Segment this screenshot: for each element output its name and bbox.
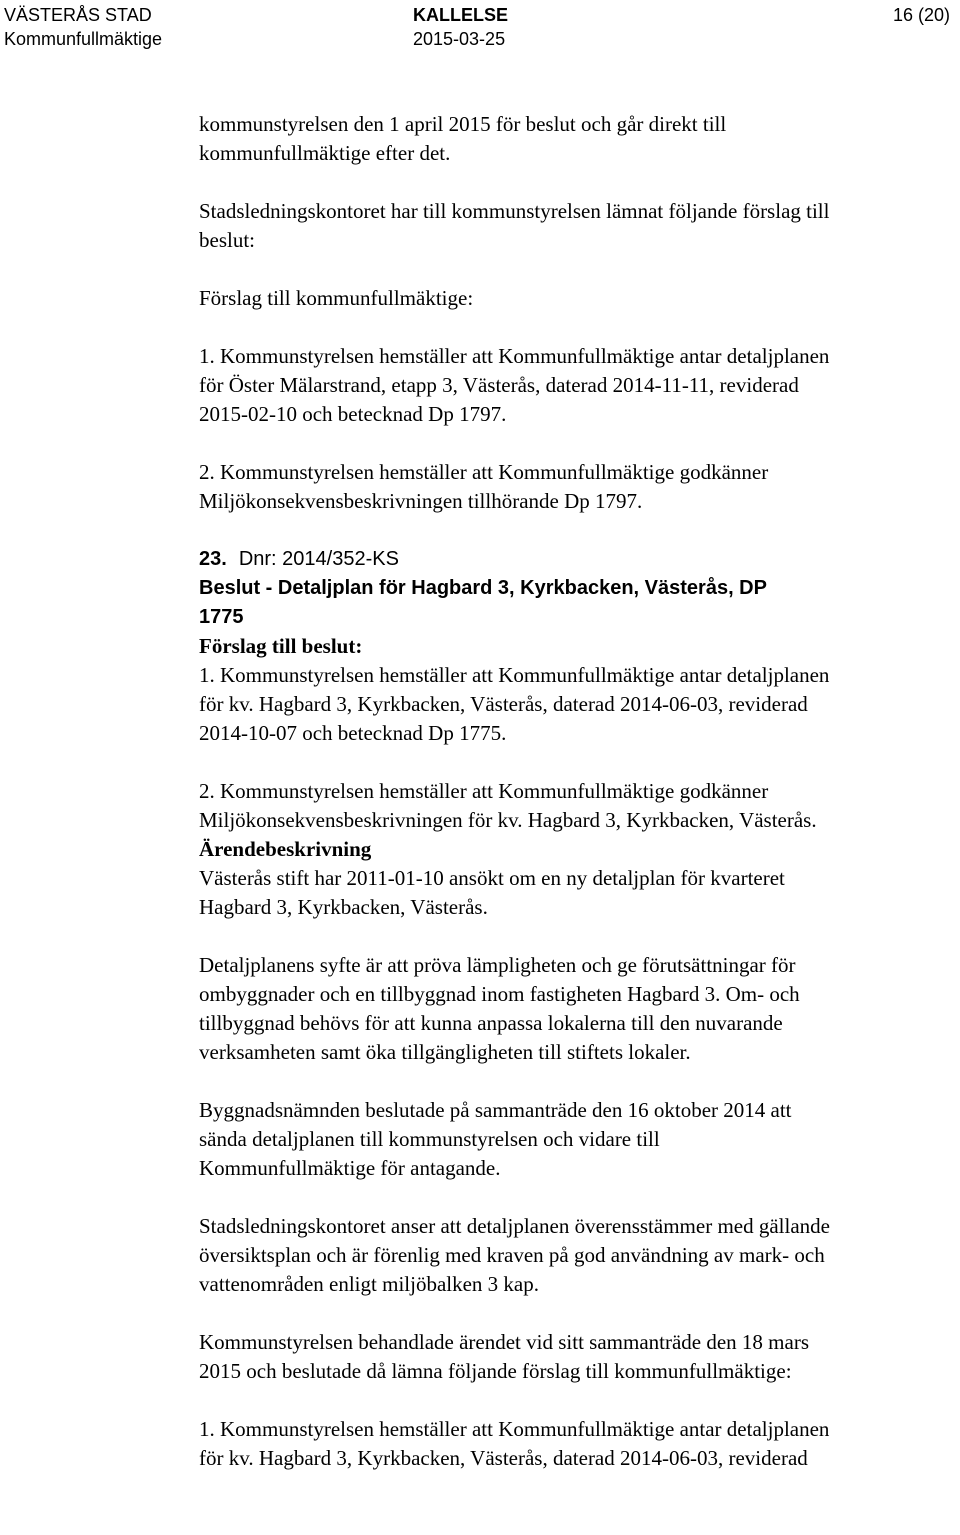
text-line: sända detaljplanen till kommunstyrelsen och vidare till (199, 1127, 660, 1151)
proposal-item-1 (199, 342, 954, 429)
org-name: VÄSTERÅS STAD (4, 5, 152, 25)
decision-item-1 (199, 661, 954, 748)
page-header (0, 0, 960, 50)
section-number: 23. (199, 548, 227, 570)
section-dnr: Dnr: 2014/352-KS (238, 548, 399, 570)
description-paragraph (199, 1328, 954, 1386)
text-line: Miljökonsekvensbeskrivningen för kv. Hagbard 3, Kyrkbacken, Västerås. (199, 808, 817, 832)
document-date: 2015-03-25 (413, 29, 506, 49)
text-line: 2015 och beslutade då lämna följande förslag till kommunfullmäktige: (199, 1359, 792, 1383)
text-line: Stadsledningskontoret anser att detaljplanen överensstämmer med gällande (199, 1214, 830, 1238)
section-title (199, 574, 954, 632)
department-name: Kommunfullmäktige (4, 29, 163, 49)
text-line: 2. Kommunstyrelsen hemställer att Kommunfullmäktige godkänner (199, 460, 769, 484)
text-line: 1. Kommunstyrelsen hemställer att Kommunfullmäktige antar detaljplanen (199, 344, 830, 368)
text-line: 1775 (199, 606, 244, 628)
text-line: Västerås stift har 2011-01-10 ansökt om en ny detaljplan för kvarteret (199, 866, 785, 890)
description-paragraph (199, 951, 954, 1067)
text-line: 2015-02-10 och betecknad Dp 1797. (199, 402, 507, 426)
proposal-label (199, 284, 954, 313)
description-heading: Ärendebeskrivning (199, 837, 372, 861)
text-line: 1. Kommunstyrelsen hemställer att Kommunfullmäktige antar detaljplanen (199, 1417, 830, 1441)
description-paragraph (199, 864, 954, 922)
text-line: för Öster Mälarstrand, etapp 3, Västerås, daterad 2014-11-11, reviderad (199, 373, 799, 397)
description-paragraph (199, 1096, 954, 1183)
proposal-item-2 (199, 458, 954, 516)
text-line: Miljökonsekvensbeskrivningen tillhörande Dp 1797. (199, 489, 643, 513)
description-paragraph (199, 1212, 954, 1299)
text-line: Stadsledningskontoret har till kommunstyrelsen lämnat följande förslag till (199, 199, 830, 223)
text-line: tillbyggnad behövs för att kunna anpassa lokalerna till den nuvarande (199, 1011, 783, 1035)
text-line: 1. Kommunstyrelsen hemställer att Kommunfullmäktige antar detaljplanen (199, 663, 830, 687)
text-line: Hagbard 3, Kyrkbacken, Västerås. (199, 895, 488, 919)
text-line: för kv. Hagbard 3, Kyrkbacken, Västerås, daterad 2014-06-03, reviderad (199, 692, 808, 716)
intro-paragraph (199, 110, 954, 168)
text-line: verksamheten samt öka tillgängligheten till stiftets lokaler. (199, 1040, 691, 1064)
text-line: Förslag till kommunfullmäktige: (199, 286, 474, 310)
text-line: Detaljplanens syfte är att pröva lämpligheten och ge förutsättningar för (199, 953, 796, 977)
text-line: 2. Kommunstyrelsen hemställer att Kommunfullmäktige godkänner (199, 779, 769, 803)
final-proposal-item-1 (199, 1415, 954, 1473)
text-line: Kommunstyrelsen behandlade ärendet vid sitt sammanträde den 18 mars (199, 1330, 809, 1354)
text-line: Kommunfullmäktige för antagande. (199, 1156, 501, 1180)
text-line: för kv. Hagbard 3, Kyrkbacken, Västerås, daterad 2014-06-03, reviderad (199, 1446, 808, 1470)
text-line: 2014-10-07 och betecknad Dp 1775. (199, 721, 507, 745)
text-line: kommunfullmäktige efter det. (199, 141, 451, 165)
proposal-intro-paragraph (199, 197, 954, 255)
page-number: 16 (20) (892, 5, 950, 25)
text-line: Beslut - Detaljplan för Hagbard 3, Kyrkbacken, Västerås, DP (199, 577, 767, 599)
decision-item-2 (199, 777, 954, 835)
text-line: ombyggnader och en tillbyggnad inom fastigheten Hagbard 3. Om- och (199, 982, 800, 1006)
document-body (199, 110, 954, 1473)
text-line: Byggnadsnämnden beslutade på sammanträde den 16 oktober 2014 att (199, 1098, 792, 1122)
section-heading (199, 545, 954, 574)
text-line: vattenområden enligt miljöbalken 3 kap. (199, 1272, 539, 1296)
text-line: översiktsplan och är förenlig med kraven på god användning av mark- och (199, 1243, 825, 1267)
proposal-heading: Förslag till beslut: (199, 634, 363, 658)
text-line: beslut: (199, 228, 255, 252)
text-line: kommunstyrelsen den 1 april 2015 för beslut och går direkt till (199, 112, 727, 136)
document-type: KALLELSE (413, 5, 509, 25)
